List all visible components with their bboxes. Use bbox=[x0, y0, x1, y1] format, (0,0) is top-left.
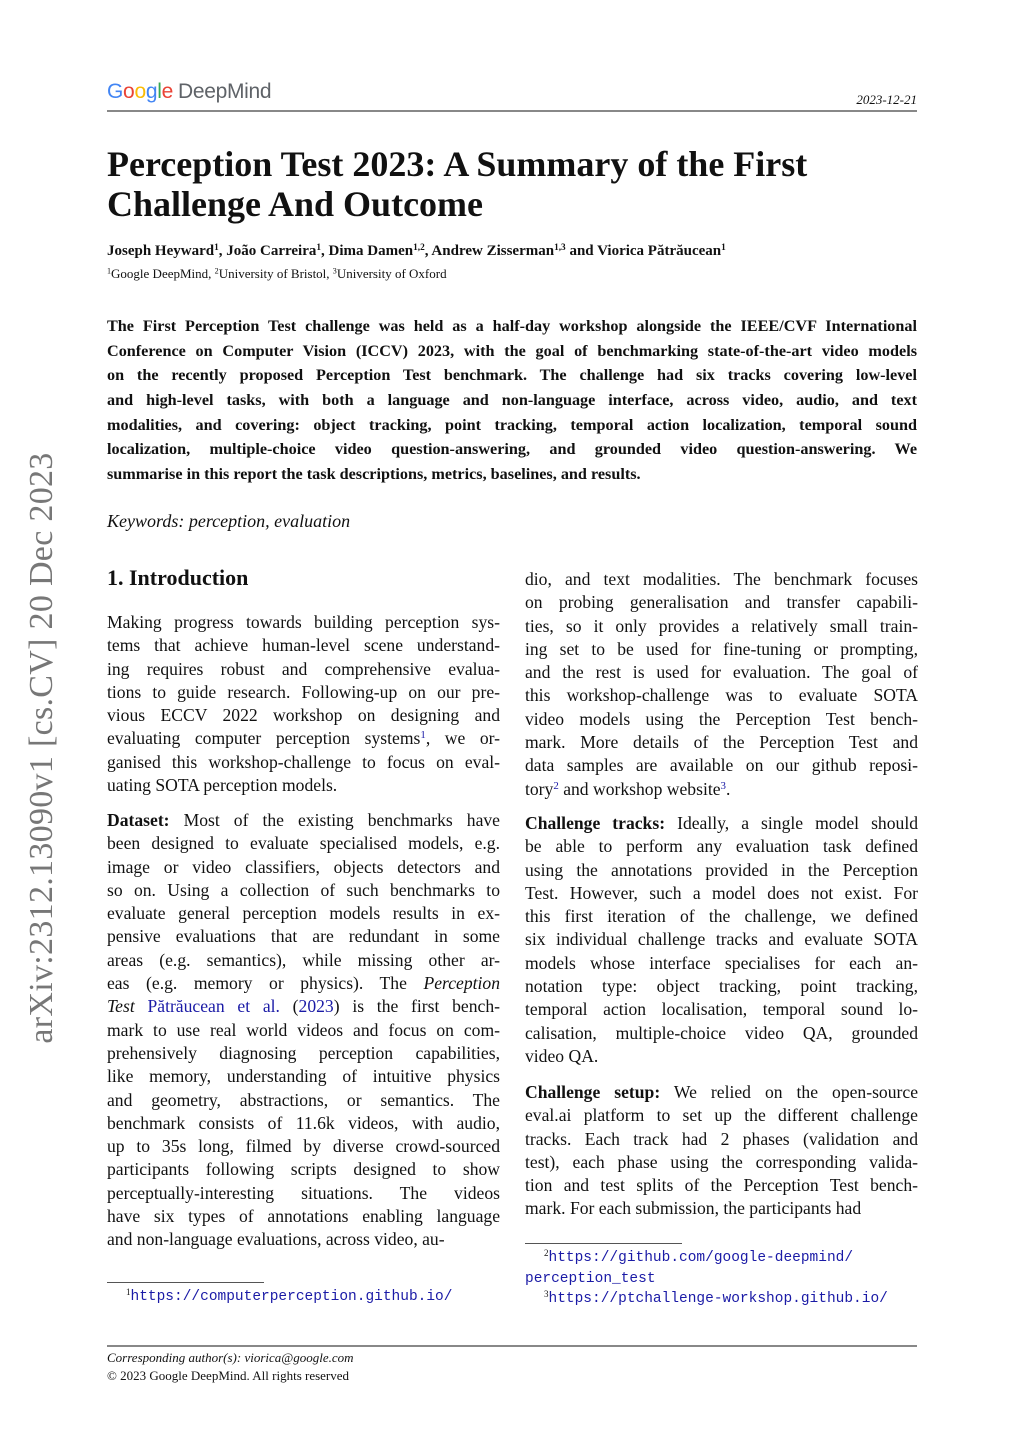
text-segment: video QA. bbox=[525, 1045, 599, 1066]
text-line bbox=[107, 681, 500, 704]
text-line bbox=[107, 1019, 500, 1042]
affiliation-name: University of Bristol, bbox=[218, 266, 333, 281]
text-segment bbox=[135, 996, 148, 1016]
text-segment: eas (e.g. memory or physics). The bbox=[107, 973, 424, 994]
text-segment: like memory, understanding of intuitive physics bbox=[107, 1066, 500, 1087]
text-line bbox=[525, 1022, 918, 1045]
right-col-p1 bbox=[525, 568, 918, 801]
text-line bbox=[525, 615, 918, 638]
author-affiliation-number: 1,2 bbox=[413, 242, 425, 253]
footnote-number: 1 bbox=[126, 1287, 131, 1298]
affiliations bbox=[107, 266, 447, 282]
keywords: Keywords: perception, evaluation bbox=[107, 511, 351, 531]
footnote-rule-left bbox=[107, 1282, 264, 1283]
text-line bbox=[107, 727, 500, 750]
text-segment: pensive evaluations that are redundant in some bbox=[107, 926, 500, 947]
text-segment: . bbox=[726, 778, 731, 799]
text-line bbox=[107, 1042, 500, 1065]
affiliation-number: 3 bbox=[332, 266, 337, 276]
author-separator: , bbox=[424, 243, 432, 259]
footnote-rule-right bbox=[525, 1243, 682, 1244]
text-segment: tory bbox=[525, 778, 554, 799]
text-segment: six individual challenge tracks and evaluate SOTA bbox=[525, 929, 918, 950]
author-name: Andrew Zisserman bbox=[431, 243, 555, 259]
text-segment: ties, so it only provides a relatively small train- bbox=[525, 615, 918, 636]
text-line bbox=[525, 1151, 918, 1174]
text-segment: Test. However, such a model does not exist. For bbox=[525, 882, 918, 903]
text-segment: tems that achieve human-level scene understand- bbox=[107, 635, 500, 656]
text-line bbox=[525, 835, 918, 858]
google-deepmind-logo: Google DeepMind bbox=[107, 80, 272, 103]
text-line bbox=[107, 972, 500, 995]
text-segment: be able to perform any evaluation task defined bbox=[525, 836, 918, 857]
abstract-line: The First Perception Test challenge was held as a half-day workshop alongside the IEEE/CVF International bbox=[107, 317, 917, 335]
text-line bbox=[107, 611, 500, 634]
text-line bbox=[525, 778, 918, 801]
copyright: © 2023 Google DeepMind. All rights reserved bbox=[107, 1368, 350, 1383]
abstract-line: modalities, and covering: object tracking, point tracking, temporal action localization, temporal sound bbox=[107, 415, 917, 434]
text-line bbox=[107, 925, 500, 948]
text-line bbox=[107, 658, 500, 681]
author-affiliation-number: 1 bbox=[721, 242, 726, 253]
author-list bbox=[107, 243, 726, 260]
citation-link[interactable]: Pătrăucean et al. bbox=[147, 996, 280, 1017]
text-segment: ing requires robust and comprehensive evalua- bbox=[107, 658, 500, 679]
text-segment: tion and test splits of the Perception Test bench- bbox=[525, 1175, 918, 1196]
text-segment: vious ECCV 2022 workshop on designing and bbox=[107, 705, 500, 726]
text-segment: participants following scripts designed to show bbox=[107, 1159, 500, 1180]
text-segment: temporal action localisation, temporal sound lo- bbox=[525, 999, 918, 1020]
text-line bbox=[525, 928, 918, 951]
text-segment: have six types of annotations enabling language bbox=[107, 1206, 500, 1227]
footnote-number: 2 bbox=[544, 1248, 549, 1259]
paragraph-lead: Challenge tracks: bbox=[525, 813, 666, 833]
text-segment: models whose interface specialises for each an- bbox=[525, 952, 918, 973]
text-segment: tions to guide research. Following-up on our pre- bbox=[107, 681, 500, 702]
text-segment: perceptually-interesting situations. The videos bbox=[107, 1182, 500, 1203]
footer-rule bbox=[107, 1345, 917, 1347]
author-name: Dima Damen bbox=[328, 243, 414, 259]
author-affiliation-number: 1 bbox=[214, 242, 219, 253]
corresponding-author: Corresponding author(s): viorica@google.com bbox=[107, 1350, 354, 1365]
logo-deepmind-text: DeepMind bbox=[177, 80, 272, 103]
text-segment: ) is the first bench- bbox=[333, 996, 500, 1017]
author-separator: , bbox=[321, 243, 329, 259]
text-line bbox=[525, 1081, 918, 1104]
author-affiliation-number: 1 bbox=[316, 242, 322, 253]
section-heading: 1. Introduction bbox=[107, 565, 249, 590]
text-line bbox=[525, 1128, 918, 1151]
text-segment: video models using the Perception Test bench- bbox=[525, 708, 918, 729]
text-segment: data samples are available on our github reposi- bbox=[525, 755, 918, 776]
text-segment: and non-language evaluations, across video, au- bbox=[107, 1229, 445, 1250]
text-line bbox=[525, 638, 918, 661]
paragraph-lead: Challenge setup: bbox=[525, 1082, 661, 1102]
text-line bbox=[525, 568, 918, 591]
text-line bbox=[107, 1182, 500, 1205]
text-segment: We relied on the open-source bbox=[660, 1082, 919, 1102]
header-rule bbox=[107, 110, 917, 112]
text-line bbox=[525, 975, 918, 998]
text-line bbox=[107, 1135, 500, 1158]
text-line bbox=[107, 774, 500, 797]
text-line bbox=[525, 952, 918, 975]
text-line bbox=[107, 832, 500, 855]
text-line bbox=[107, 704, 500, 727]
footnote-link[interactable]: https://computerperception.github.io/ bbox=[130, 1289, 453, 1305]
text-segment: mark. For each submission, the participants had bbox=[525, 1198, 862, 1219]
footnote-link[interactable]: https://ptchallenge-workshop.github.io/ bbox=[548, 1291, 888, 1307]
text-segment: and the rest is used for evaluation. The goal of bbox=[525, 662, 918, 683]
emphasis-text: Test bbox=[107, 996, 135, 1017]
text-segment: test), each phase using the corresponding valida- bbox=[525, 1151, 918, 1172]
text-segment: image or video classifiers, objects detectors and bbox=[107, 856, 500, 877]
text-line bbox=[525, 882, 918, 905]
left-col-p1 bbox=[107, 611, 500, 797]
text-segment: evaluate general perception models results in ex- bbox=[107, 903, 500, 924]
text-line bbox=[107, 995, 500, 1018]
text-line bbox=[525, 684, 918, 707]
text-segment: been designed to evaluate specialised models, e.g. bbox=[107, 833, 500, 854]
text-segment: ( bbox=[279, 996, 299, 1017]
left-col-dataset bbox=[107, 809, 500, 1252]
paragraph-lead: Dataset: bbox=[107, 810, 170, 830]
text-line bbox=[107, 1065, 500, 1088]
text-line bbox=[107, 1112, 500, 1135]
affiliation-name: University of Oxford bbox=[336, 266, 447, 281]
text-segment: prehensively diagnosing perception capabilities, bbox=[107, 1042, 500, 1063]
text-line bbox=[525, 1104, 918, 1127]
text-line bbox=[107, 1228, 500, 1251]
text-segment: ing set to be used for fine-tuning or prompting, bbox=[525, 638, 918, 659]
text-line bbox=[107, 751, 500, 774]
abstract-line: and high-level tasks, with both a language and non-language interface, across video, audio, and text bbox=[107, 390, 917, 409]
author-name: Viorica Pătrăucean bbox=[597, 243, 722, 259]
author-separator: , bbox=[218, 243, 227, 259]
right-col-tracks bbox=[525, 812, 918, 1068]
text-segment: evaluating computer perception systems bbox=[107, 728, 421, 749]
text-line bbox=[107, 1089, 500, 1112]
text-line bbox=[107, 949, 500, 972]
text-line bbox=[107, 809, 500, 832]
text-line bbox=[525, 591, 918, 614]
text-line bbox=[525, 731, 918, 754]
text-segment: calisation, multiple-choice video QA, grounded bbox=[525, 1022, 918, 1043]
affiliation-number: 1 bbox=[107, 266, 112, 276]
text-segment: and workshop website bbox=[558, 778, 721, 799]
footnote-number: 3 bbox=[544, 1289, 549, 1300]
text-segment: eval.ai platform to set up the different challenge bbox=[525, 1105, 918, 1126]
text-line bbox=[525, 998, 918, 1021]
text-segment: benchmark consists of 11.6k videos, with audio, bbox=[107, 1112, 500, 1133]
text-line bbox=[107, 634, 500, 657]
text-segment: dio, and text modalities. The benchmark focuses bbox=[525, 569, 918, 589]
text-line bbox=[525, 905, 918, 928]
date: 2023-12-21 bbox=[856, 92, 917, 107]
author-affiliation-number: 1,3 bbox=[554, 242, 566, 253]
footnote-marker[interactable]: 1 bbox=[420, 729, 426, 742]
footnote-marker[interactable]: 2 bbox=[553, 779, 559, 792]
author-name: João Carreira bbox=[226, 243, 317, 259]
right-col-setup bbox=[525, 1081, 918, 1221]
text-line bbox=[525, 1174, 918, 1197]
text-line bbox=[107, 856, 500, 879]
text-segment: using the annotations provided in the Perception bbox=[525, 859, 918, 880]
author-separator: and bbox=[565, 243, 598, 259]
citation-link[interactable]: 2023 bbox=[298, 996, 334, 1017]
text-segment: ganised this workshop-challenge to focus on eval- bbox=[107, 751, 500, 772]
text-line bbox=[525, 1045, 918, 1068]
footnote-link[interactable]: perception_test bbox=[525, 1270, 656, 1287]
text-line bbox=[525, 754, 918, 777]
arxiv-stamp: arXiv:2312.13090v1 [cs.CV] 20 Dec 2023 bbox=[23, 452, 60, 1044]
author-name: Joseph Heyward bbox=[107, 243, 215, 259]
text-segment: on probing generalisation and transfer capabili- bbox=[525, 592, 918, 613]
text-segment: mark. More details of the Perception Test and bbox=[525, 732, 918, 753]
text-line bbox=[525, 859, 918, 882]
text-segment: Ideally, a single model should bbox=[665, 813, 919, 833]
text-line bbox=[107, 1205, 500, 1228]
text-line bbox=[525, 812, 918, 835]
abstract-line: localization, multiple-choice video question-answering, and grounded video question-answering. We bbox=[107, 440, 917, 459]
text-segment: up to 35s long, filmed by diverse crowd-sourced bbox=[107, 1136, 500, 1157]
footnote-marker[interactable]: 3 bbox=[720, 779, 726, 792]
footnote-link[interactable]: https://github.com/google-deepmind/ bbox=[548, 1250, 854, 1266]
text-line bbox=[525, 1197, 918, 1220]
text-segment: mark to use real world videos and focus on com- bbox=[107, 1019, 500, 1040]
text-line bbox=[107, 879, 500, 902]
affiliation-number: 2 bbox=[214, 266, 219, 276]
text-segment: so on. Using a collection of such benchmarks to bbox=[107, 879, 500, 900]
text-segment: , we or- bbox=[425, 728, 500, 749]
text-line bbox=[107, 902, 500, 925]
text-segment: areas (e.g. semantics), while missing other ar- bbox=[107, 949, 500, 970]
emphasis-text: Perception bbox=[423, 973, 500, 994]
paper-title bbox=[107, 144, 917, 224]
title-line: Perception Test 2023: A Summary of the First bbox=[107, 144, 808, 184]
text-line bbox=[525, 708, 918, 731]
abstract-line: on the recently proposed Perception Test benchmark. The challenge had six tracks covering low-level bbox=[107, 366, 917, 385]
affiliation-name: Google DeepMind, bbox=[111, 266, 215, 281]
text-segment: Most of the existing benchmarks have bbox=[169, 810, 500, 830]
text-segment: this first iteration of the challenge, we defined bbox=[525, 906, 918, 927]
footnote-2 bbox=[525, 1248, 888, 1310]
abstract bbox=[107, 314, 917, 487]
text-segment: Making progress towards building perception sys- bbox=[107, 612, 500, 632]
text-line bbox=[107, 1158, 500, 1181]
footnote-1 bbox=[107, 1287, 452, 1308]
abstract-line: Conference on Computer Vision (ICCV) 2023, with the goal of benchmarking state-of-the-art video models bbox=[107, 341, 917, 360]
text-segment: tracks. Each track had 2 phases (validation and bbox=[525, 1128, 918, 1149]
text-segment: notation type: object tracking, point tracking, bbox=[525, 976, 918, 997]
abstract-line: summarise in this report the task descriptions, metrics, baselines, and results. bbox=[107, 464, 641, 483]
title-line: Challenge And Outcome bbox=[107, 184, 484, 224]
text-segment: this workshop-challenge was to evaluate SOTA bbox=[525, 685, 918, 706]
text-segment: and geometry, abstractions, or semantics. The bbox=[107, 1089, 500, 1110]
text-line bbox=[525, 661, 918, 684]
text-segment: uating SOTA perception models. bbox=[107, 775, 338, 796]
